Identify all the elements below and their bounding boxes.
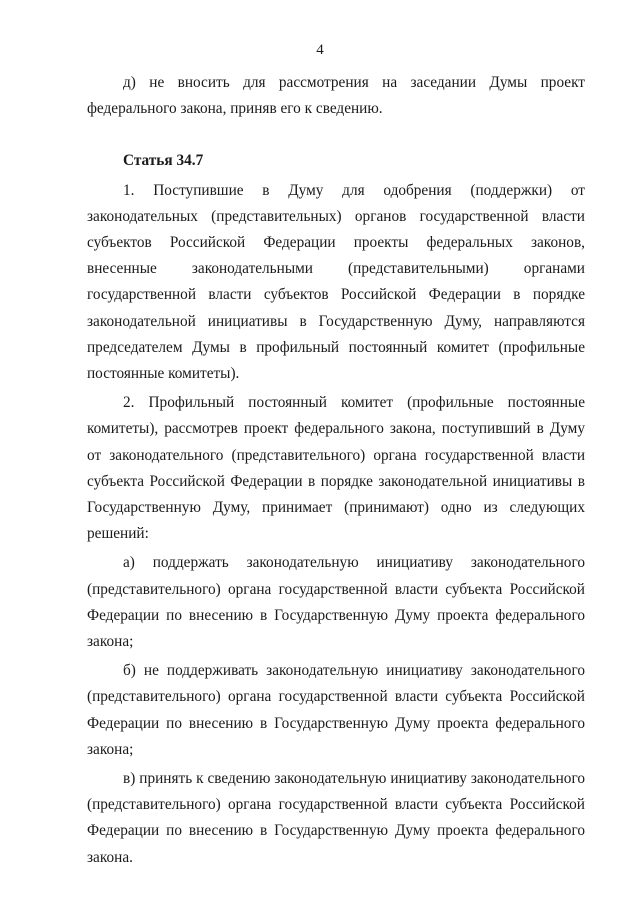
paragraph-d-item: д) не вносить для рассмотрения на заседании Думы проект федерального закона, приняв его к сведению. — [87, 74, 585, 118]
article-paragraph-2: 2. Профильный постоянный комитет (профильные постоянные комитеты), рассмотрев проект федерального закона, поступивший в Думу от законодательного (представительного) органа государственной власти субъекта Российской Федерации в порядке законодательной инициативы в Государственную Думу, принимает (принимают) одно из следующих решений: — [87, 394, 585, 543]
article-paragraph-1: 1. Поступившие в Думу для одобрения (поддержки) от законодательных (представительных) органов государственной власти субъектов Российской Федерации проекты федеральных законов, внесенные законодательными (представительными) органами государственной власти субъектов Российской Федерации в порядке законодательной инициативы в Государственную Думу, направляются председателем Думы в профильный постоянный комитет (профильные постоянные комитеты). — [87, 181, 585, 383]
article-subitem-v: в) принять к сведению законодательную инициативу законодательного (представительного) органа государственной власти субъекта Российской Федерации по внесению в Государственную Думу проекта федерального закона. — [87, 770, 585, 866]
article-subitem-a: а) поддержать законодательную инициативу законодательного (представительного) органа государственной власти субъекта Российской Федерации по внесению в Государственную Думу проекта федерального закона; — [87, 554, 585, 651]
page-number: 4 — [316, 42, 324, 58]
document-body — [87, 70, 585, 871]
article-subitem-b: б) не поддерживать законодательную инициативу законодательного (представительного) органа государственной власти субъекта Российской Федерации по внесению в Государственную Думу проекта федерального закона; — [87, 662, 585, 758]
article-heading: Статья 34.7 — [123, 152, 204, 170]
